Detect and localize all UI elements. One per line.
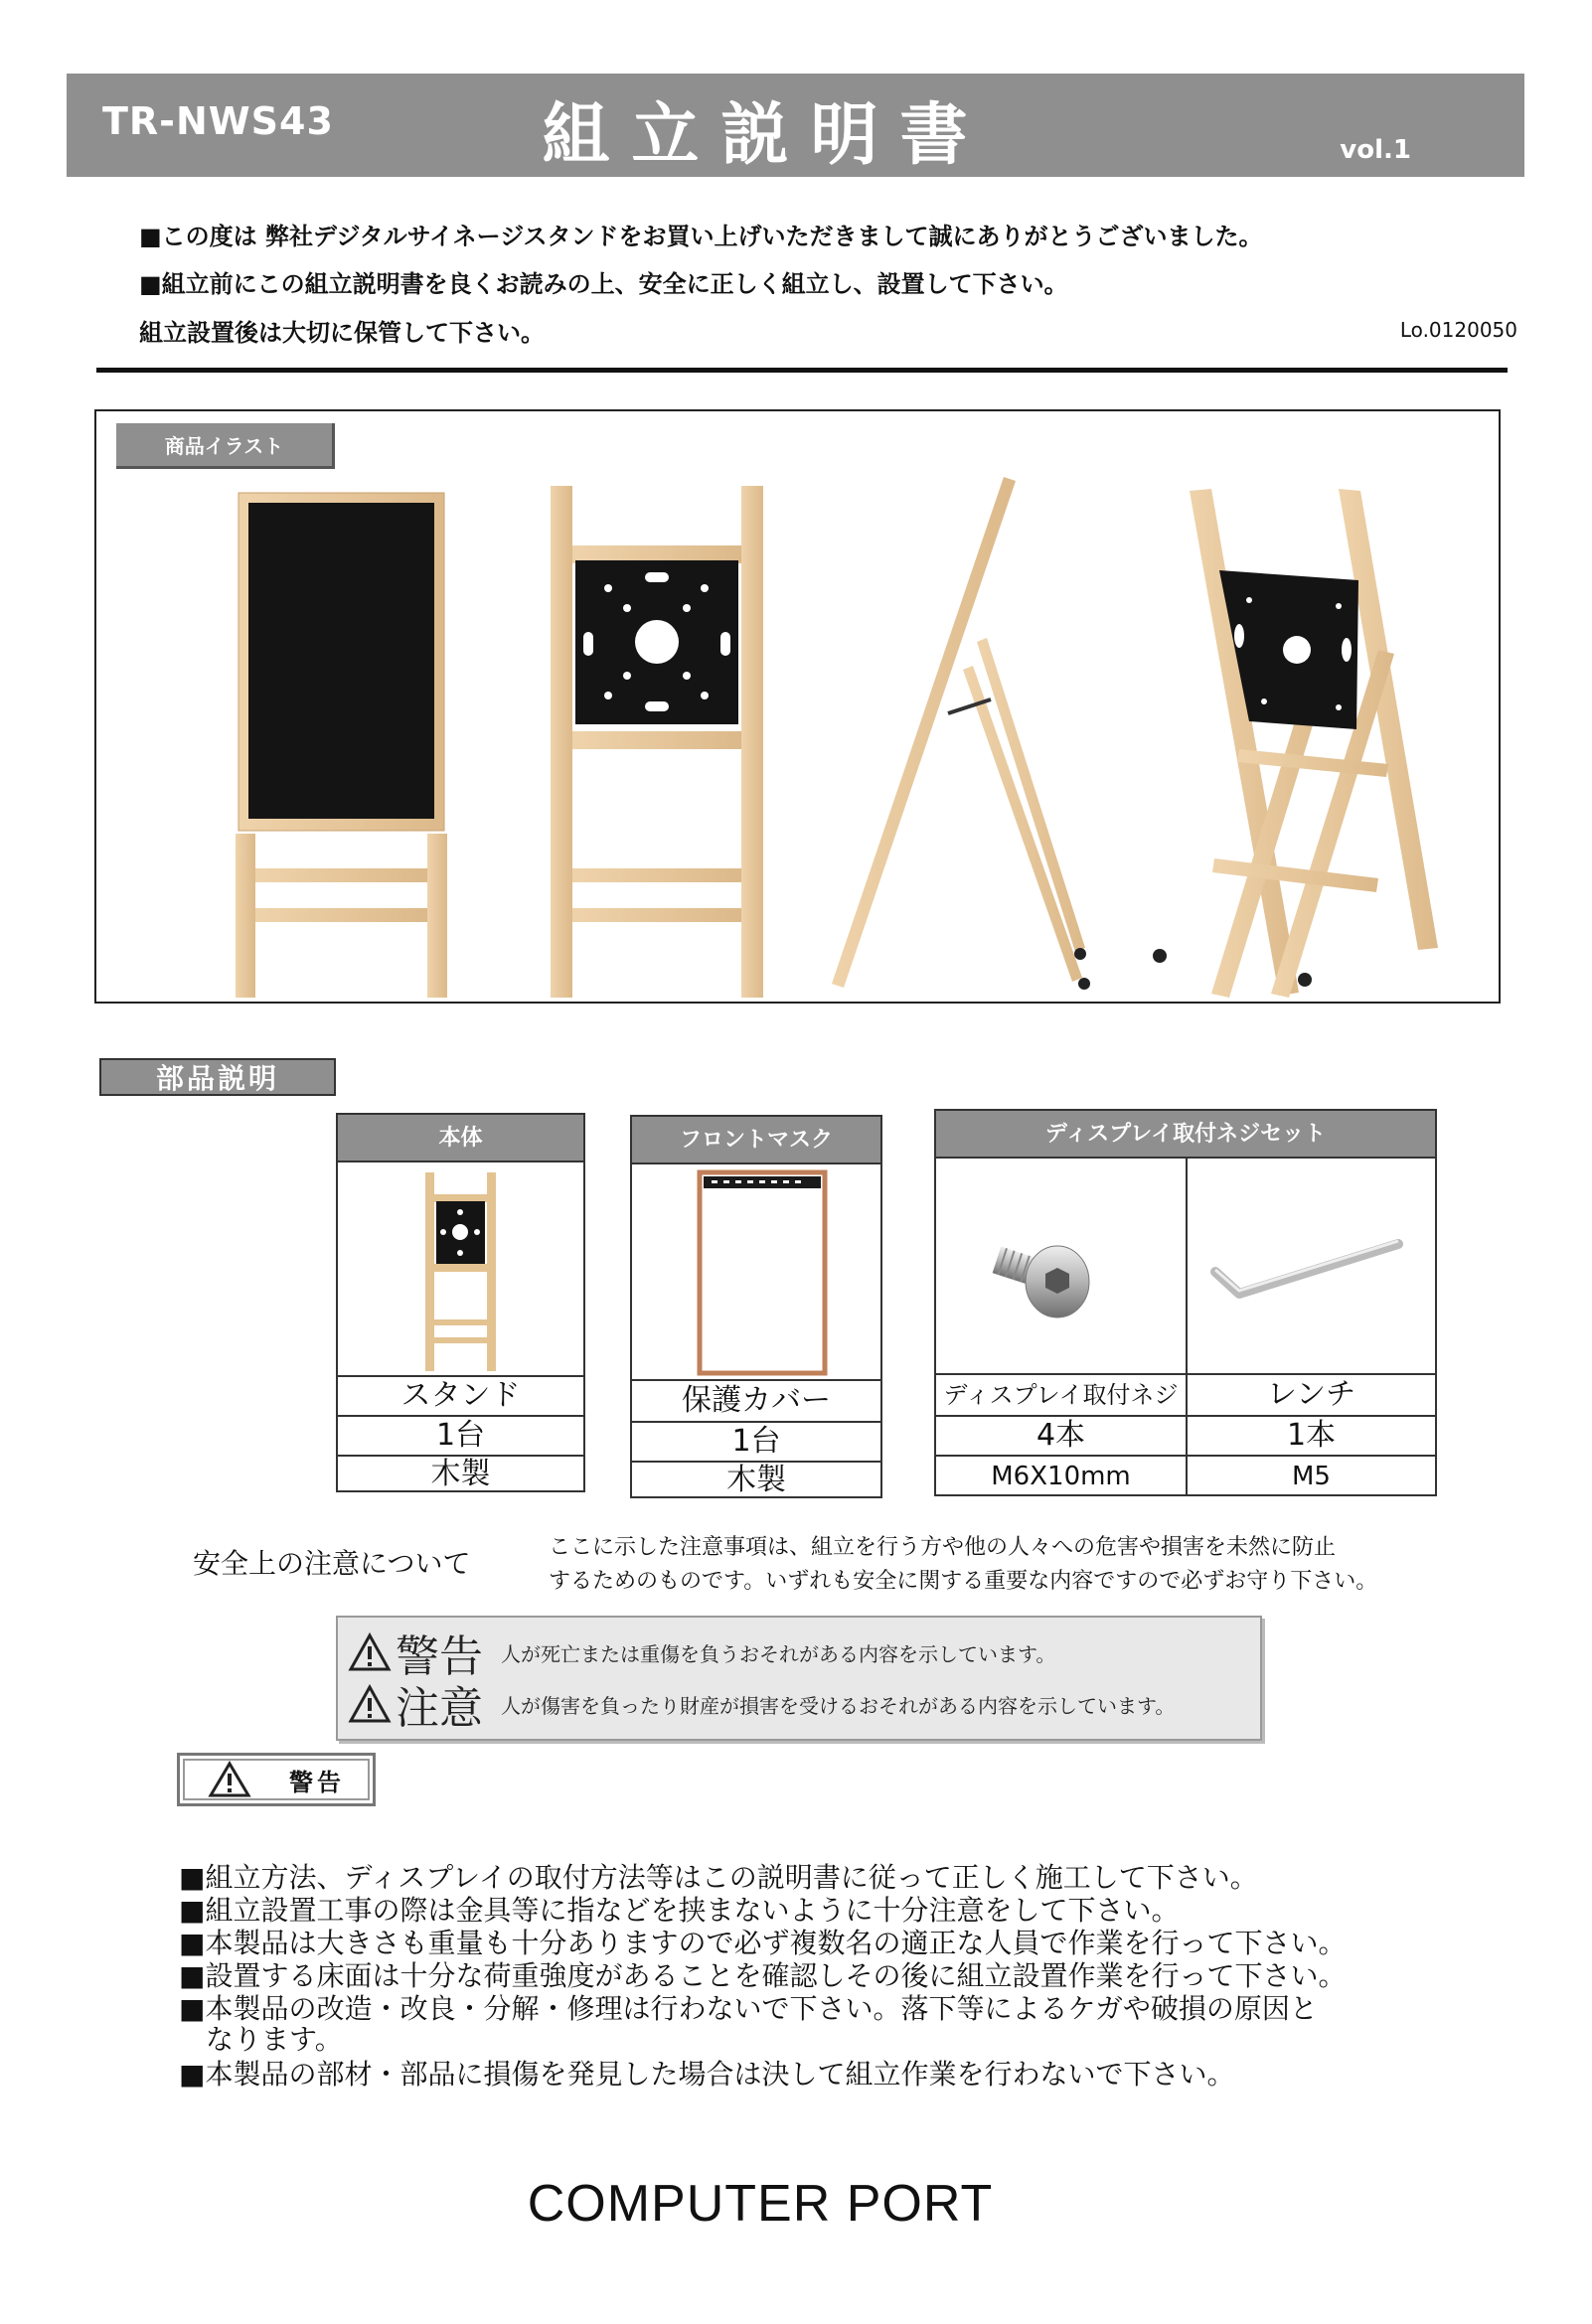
illustration-section-label: 商品イラスト: [116, 423, 335, 469]
part-quantity: 1台: [338, 1415, 583, 1455]
hazard-legend-box: [336, 1616, 1262, 1741]
screw-size: M6X10mm: [936, 1455, 1186, 1496]
stand-perspective-illustration: [1153, 489, 1438, 998]
warning-item: ■本製品の部材・部品に損傷を発見した場合は決して組立作業を行わないで下さい。: [179, 2058, 1235, 2091]
part-card-front-mask: [630, 1115, 882, 1498]
parts-section-label: 部品説明: [99, 1058, 336, 1096]
part-header: 本体: [338, 1115, 583, 1162]
part-card-stand: [336, 1113, 585, 1492]
model-code: TR-NWS43: [102, 99, 334, 143]
part-material: 木製: [338, 1455, 583, 1492]
legend-row-caution: [348, 1679, 1176, 1734]
legend-text: 人が傷害を負ったり財産が損害を受けるおそれがある内容を示しています。: [501, 1693, 1176, 1718]
stand-side-view-illustration: [832, 477, 1090, 990]
document-title: 組立説明書: [542, 96, 990, 175]
part-header: ディスプレイ取付ネジセット: [936, 1111, 1435, 1159]
stand-front-with-display-illustration: [236, 493, 447, 998]
warning-item: ■組立設置工事の際は金具等に指などを挟まないように十分注意をして下さい。: [179, 1894, 1180, 1927]
product-illustrations: [96, 411, 1499, 1002]
part-name: 保護カバー: [632, 1379, 880, 1421]
warning-item: ■本製品の改造・改良・分解・修理は行わないで下さい。落下等によるケガや破損の原因と: [179, 1992, 1318, 2025]
warning-item: ■組立方法、ディスプレイの取付方法等はこの説明書に従って正しく施工して下さい。: [179, 1861, 1258, 1894]
intro-line-2: ■組立前にこの組立説明書を良くお読みの上、安全に正しく組立し、設置して下さい。: [139, 270, 1068, 298]
screw-part-image: [936, 1161, 1185, 1373]
safety-description-line-2: するためのものです。いずれも安全に関する重要な内容ですので必ずお守り下さい。: [549, 1569, 1378, 1594]
warning-item-continuation: なります。: [206, 2023, 343, 2056]
product-illustration-panel: [94, 409, 1501, 1004]
warning-item: ■本製品は大きさも重量も十分ありますので必ず複数名の適正な人員で作業を行って下さい。: [179, 1927, 1347, 1959]
screw-name: ディスプレイ取付ネジ: [936, 1373, 1186, 1415]
legend-row-warning: [348, 1627, 1056, 1682]
wrench-quantity: 1本: [1188, 1415, 1435, 1455]
safety-heading: 安全上の注意について: [193, 1547, 471, 1580]
legend-word: 警告: [396, 1631, 483, 1682]
legend-word: 注意: [396, 1683, 483, 1734]
header-divider: [96, 368, 1508, 373]
screw-quantity: 4本: [936, 1415, 1186, 1455]
part-quantity: 1台: [632, 1421, 880, 1461]
stand-part-image: [338, 1164, 583, 1375]
intro-line-3: 組立設置後は大切に保管して下さい。: [139, 319, 545, 347]
header-bar: [67, 74, 1524, 177]
warning-triangle-icon: [348, 1632, 392, 1672]
part-header: フロントマスク: [632, 1117, 880, 1164]
wrench-size: M5: [1188, 1455, 1435, 1496]
wrench-part-image: [1188, 1161, 1437, 1373]
caution-triangle-icon: [348, 1684, 392, 1724]
stand-front-with-plate-illustration: [551, 486, 763, 998]
wrench-name: レンチ: [1188, 1373, 1435, 1415]
warning-triangle-icon: [208, 1761, 251, 1798]
intro-line-1: ■この度は 弊社デジタルサイネージスタンドをお買い上げいただきまして誠にありがとうございました。: [139, 223, 1263, 250]
legend-text: 人が死亡または重傷を負うおそれがある内容を示しています。: [501, 1641, 1056, 1666]
company-name: COMPUTER PORT: [527, 2175, 994, 2233]
version-label: vol.1: [1340, 135, 1411, 165]
warning-tag-label: 警告: [289, 1768, 345, 1796]
part-name: スタンド: [338, 1375, 583, 1415]
part-card-screw-set: [934, 1109, 1437, 1496]
warning-tag: [177, 1753, 376, 1806]
lot-number: Lo.0120050: [1399, 318, 1517, 342]
protective-cover-part-image: [632, 1166, 880, 1379]
warning-item: ■設置する床面は十分な荷重強度があることを確認しその後に組立設置作業を行って下さい。: [179, 1959, 1347, 1992]
part-material: 木製: [632, 1461, 880, 1498]
safety-description-line-1: ここに示した注意事項は、組立を行う方や他の人々への危害や損害を未然に防止: [549, 1535, 1337, 1560]
